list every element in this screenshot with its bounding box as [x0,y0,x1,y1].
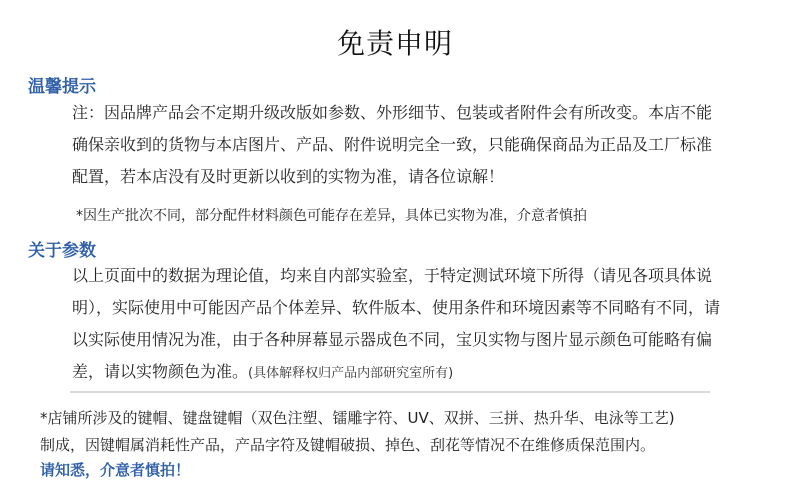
keycap-disclaimer-line-2: 制成，因键帽属消耗性产品，产品字符及键帽破损、掉色、刮花等情况不在维修质保范围内。 [40,436,656,454]
batch-note: *因生产批次不同，部分配件材料颜色可能存在差异，具体已实物为准，介意者慎拍 [76,208,587,224]
section-heading-parameters: 关于参数 [28,241,96,261]
interpretation-note: (具体解释权归产品内部研究室所有) [248,366,454,381]
section-heading-tips: 温馨提示 [28,77,96,97]
tips-paragraph: 注：因品牌产品会不定期升级改版如参数、外形细节、包装或者附件会有所改变。本店不能确保亲收到的货物与本店图片、产品、附件说明完全一致，只能确保商品为正品及工厂标准配置，若本店没有及时更新以收到的实物为准，请各位谅解！ [72,103,713,186]
keycap-disclaimer [40,405,770,459]
parameters-paragraph [72,260,722,390]
keycap-disclaimer-line-1: *店铺所涉及的键帽、键盘键帽（双色注塑、镭雕字符、UV、双拼、三拼、热升华、电泳等工艺) [40,409,675,427]
divider [70,391,710,393]
closing-notice: 请知悉，介意者慎拍！ [40,461,191,479]
page-title: 免责申明 [336,27,453,60]
parameters-text: 以上页面中的数据为理论值，均来自内部实验室，于特定测试环境下所得（请见各项具体说明），实际使用中可能因产品个体差异、软件版本、使用条件和环境因素等不同略有不同，请以实际使用情况为准，由于各种屏幕显示器成色不同，宝贝实物与图片显示颜色可能略有偏差，请以实物颜色为准。 [72,266,721,381]
